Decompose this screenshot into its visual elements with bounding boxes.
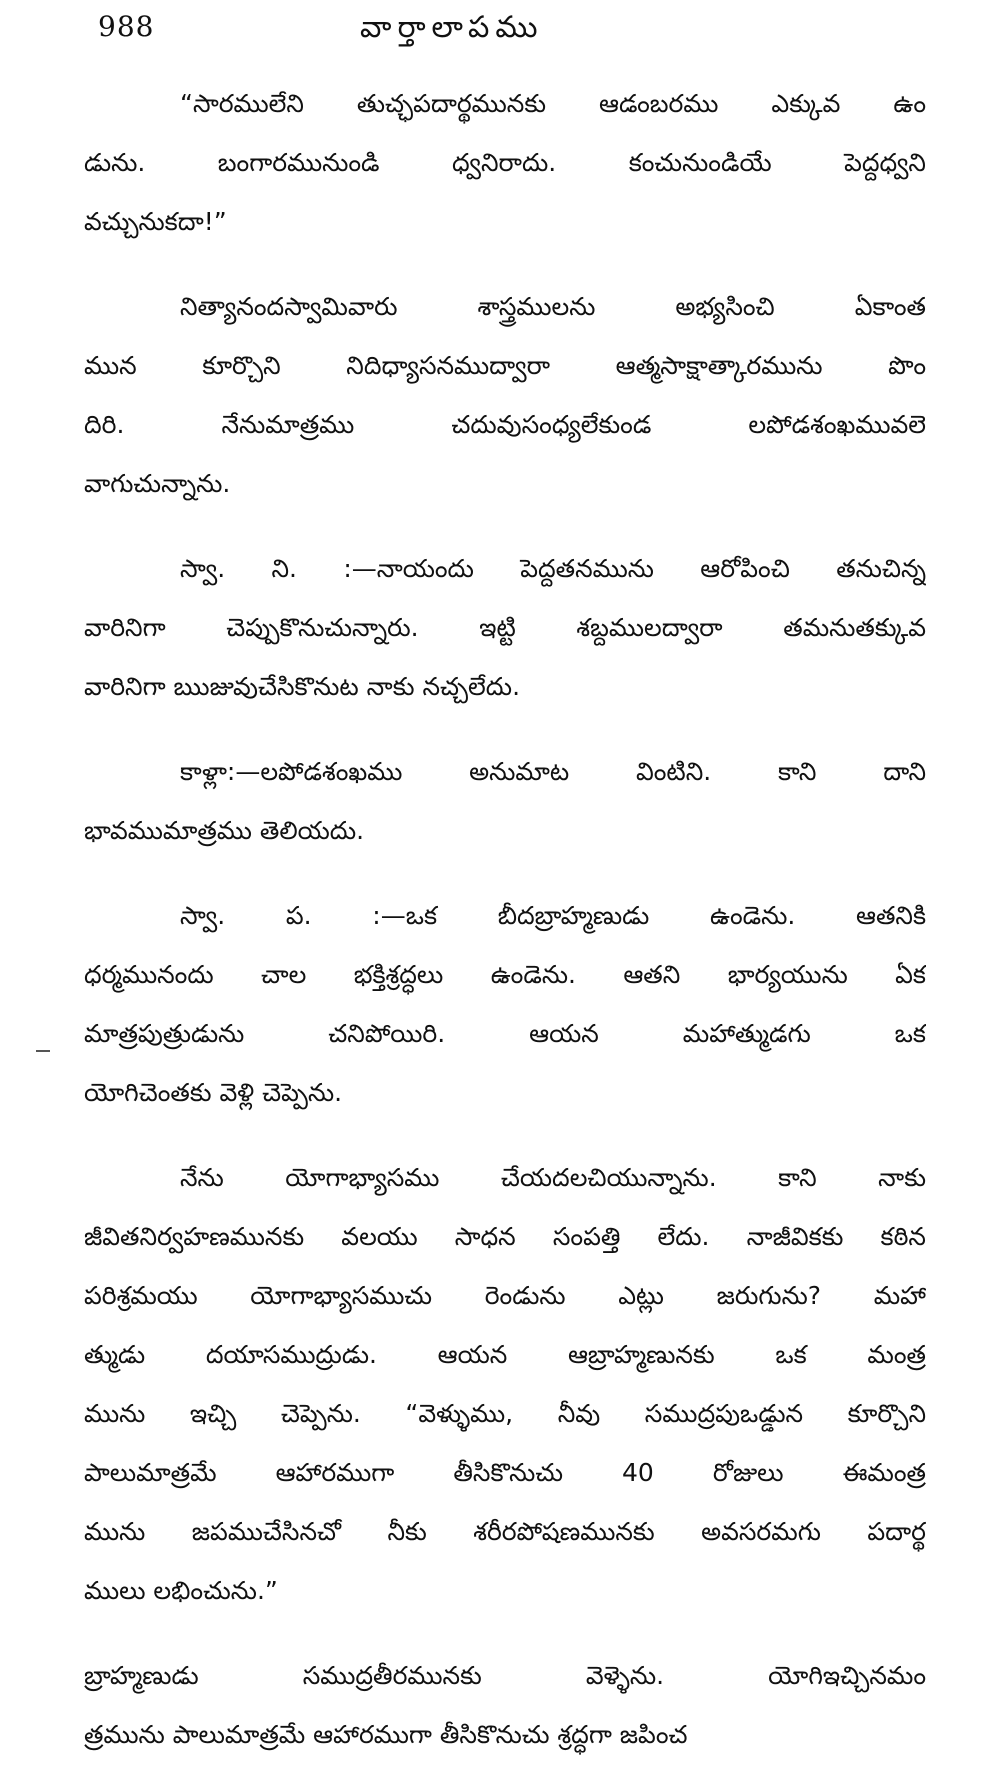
text-line: డును. బంగారమునుండి ధ్వనిరాదు. కంచునుండియే పెద్దధ్వని	[84, 148, 926, 177]
paragraph	[84, 1148, 926, 1620]
paragraph	[84, 74, 926, 251]
text-line: జీవితనిర్వహణమునకు వలయు సాధన సంపత్తి లేదు. నాజీవికకు కఠిన	[84, 1222, 926, 1251]
text-line: వారినిగా చెప్పుకొనుచున్నారు. ఇట్టి శబ్దములద్వారా తమనుతక్కువ	[84, 613, 926, 642]
text-line: త్ముడు దయాసముద్రుడు. ఆయన ఆబ్రాహ్మణునకు ఒక మంత్ర	[84, 1340, 926, 1369]
paragraph	[84, 886, 926, 1122]
text-line: స్వా. ప. :—ఒక బీదబ్రాహ్మణుడు ఉండెను. ఆతనికి	[180, 901, 926, 930]
body-text	[84, 74, 926, 1790]
text-line: పరిశ్రమయు యోగాభ్యాసముచు రెండును ఎట్లు జరుగును? మహా	[84, 1281, 926, 1310]
text-line: దిరి. నేనుమాత్రము చదువుసంధ్యలేకుండ లపోడశంఖమువలె	[84, 410, 926, 439]
text-line: ధర్మమునందు చాల భక్తిశ్రద్ధలు ఉండెను. ఆతని భార్యయును ఏక	[84, 960, 926, 989]
text-line: “సారములేని తుచ్ఛపదార్థమునకు ఆడంబరము ఎక్కువ ఉం	[180, 89, 926, 118]
margin-mark	[36, 1050, 50, 1052]
text-line: కాళ్లా:—లపోడశంఖము అనుమాట వింటిని. కాని దాని	[180, 757, 926, 786]
text-line: యోగిచెంతకు వెళ్లి చెప్పెను.	[84, 1078, 343, 1107]
paragraph	[84, 539, 926, 716]
text-line: ములు లభించును.”	[84, 1576, 278, 1605]
text-line: బ్రాహ్మణుడు సముద్రతీరమునకు వెళ్ళెను. యోగిఇచ్చినమం	[84, 1661, 926, 1690]
page-number: 988	[98, 10, 155, 43]
text-line: మును జపముచేసినచో నీకు శరీరపోషణమునకు అవసరమగు పదార్థ	[84, 1517, 926, 1546]
text-line: వచ్చునుకదా!”	[84, 207, 227, 236]
text-line: భావముమాత్రము తెలియదు.	[84, 816, 365, 845]
text-line: నేను యోగాభ్యాసము చేయదలచియున్నాను. కాని నాకు	[180, 1163, 926, 1192]
text-line: మున కూర్చొని నిదిధ్యాసనముద్వారా ఆత్మసాక్షాత్కారమును పొం	[84, 351, 926, 380]
paragraph	[84, 277, 926, 513]
text-line: మాత్రపుత్రుడును చనిపోయిరి. ఆయన మహాత్ముడగు ఒక	[84, 1019, 926, 1048]
text-line: పాలుమాత్రమే ఆహారముగా తీసికొనుచు 40 రోజులు ఈమంత్ర	[84, 1458, 926, 1487]
running-title: వార్తాలాపము	[360, 10, 544, 45]
text-line: మును ఇచ్చి చెప్పెను. “వెళ్ళుము, నీవు సముద్రపుఒడ్డున కూర్చొని	[84, 1399, 926, 1428]
text-line: వాగుచున్నాను.	[84, 469, 231, 498]
text-line: త్రమును పాలుమాత్రమే ఆహారముగా తీసికొనుచు శ్రద్ధగా జపించ	[84, 1720, 688, 1749]
text-line: వారినిగా ఋజువుచేసికొనుట నాకు నచ్చలేదు.	[84, 672, 521, 701]
paragraph	[84, 1646, 926, 1764]
paragraph	[84, 742, 926, 860]
text-line: స్వా. ని. :—నాయందు పెద్దతనమును ఆరోపించి తనుచిన్న	[180, 554, 926, 583]
text-line: నిత్యానందస్వామివారు శాస్త్రములను అభ్యసించి ఏకాంత	[180, 292, 926, 321]
